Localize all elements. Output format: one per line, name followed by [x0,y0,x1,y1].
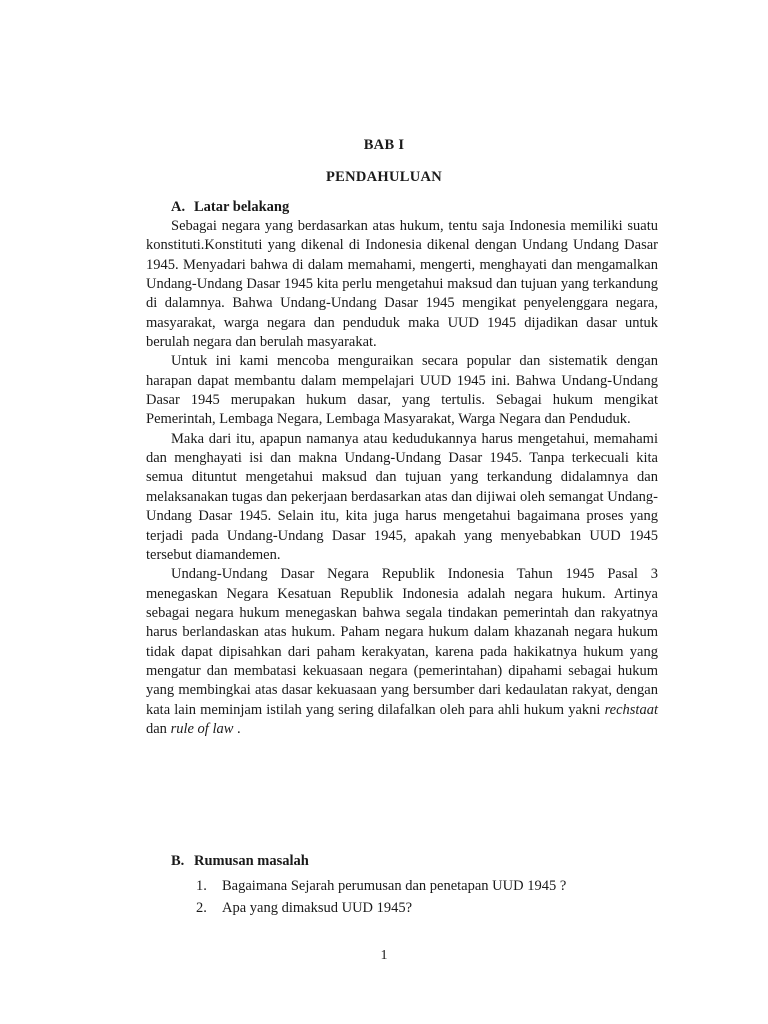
section-b-letter: B. [171,853,185,869]
paragraph: Sebagai negara yang berdasarkan atas hukum, tentu saja Indonesia memiliki suatu konstituti.Konstituti yang dikenal di Indonesia dikenal dengan Undang Undang Dasar 1945. Menyadari bahwa di dalam memahami, mengerti, menghayati dan mengamalkan Undang-Undang Dasar 1945 kita perlu mengetahui maksud dan tujuan yang terkandung di dalamnya. Bahwa Undang-Undang Dasar 1945 mengikat penyelenggara negara, masyarakat, warga negara dan penduduk maka UUD 1945 dijadikan dasar untuk berulah negara dan berulah masyarakat. [146,218,658,351]
list-number: 1. [196,878,207,894]
section-a-title: Latar belakang [194,199,290,215]
sentence-end: . [237,720,241,737]
section-a-heading [171,199,289,216]
paragraph [146,565,658,739]
list-text: Apa yang dimaksud UUD 1945? [222,900,413,916]
section-a-letter: A. [171,199,186,215]
section-b-title: Rumusan masalah [194,853,309,869]
page-number: 1 [380,948,388,963]
chapter-title: PENDAHULUAN [325,169,443,185]
paragraph: Maka dari itu, apapun namanya atau kedudukannya harus mengetahui, memahami dan menghayati isi dan makna Undang-Undang Dasar 1945. Tanpa terkecuali kita semua dituntut mengetahui maksud dan tujuan yang terkandung didalamnya dan melaksanakan tugas dan pekerjaan berdasarkan atas dan dijiwai oleh semangat Undang-Undang Dasar 1945. Selain itu, kita juga harus mengetahui bagaimana proses yang terjadi pada Undang-Undang Dasar 1945, apakah yang menyebabkan UUD 1945 tersebut diamandemen. [146,430,658,563]
list-item [196,875,566,897]
italic-term-rechstaat: rechstaat [604,701,658,718]
list-item [196,897,566,919]
problem-list [196,875,566,919]
list-number: 2. [196,900,207,916]
section-a-body [146,217,658,739]
chapter-number: BAB I [363,137,405,153]
section-b-heading [171,853,309,870]
connector-word: dan [146,720,167,737]
italic-term-rule-of-law: rule of law [170,720,234,737]
paragraph-text: Undang-Undang Dasar Negara Republik Indonesia Tahun 1945 Pasal 3 menegaskan Negara Kesatuan Republik Indonesia adalah negara hukum. Artinya sebagai negara hukum menegaskan bahwa segala tindakan pemerintah dan rakyatnya harus berlandaskan atas hukum. Paham negara hukum dalam khazanah negara hukum tidak dapat dipisahkan dari paham kerakyatan, karena pada hakikatnya hukum yang mengatur dan membatasi kekuasaan negara (pemerintahan) dipahami sebagai hukum yang membingkai atas dasar kekuasaan yang bersumber dari kedaulatan rakyat, dengan kata lain meminjam istilah yang sering dilafalkan oleh para ahli hukum yakni [146,566,658,718]
list-text: Bagaimana Sejarah perumusan dan penetapan UUD 1945 ? [222,878,567,894]
paragraph: Untuk ini kami mencoba menguraikan secara popular dan sistematik dengan harapan dapat membantu dalam mempelajari UUD 1945 ini. Bahwa Undang-Undang Dasar 1945 merupakan hukum dasar, yang tertulis. Sebagai hukum mengikat Pemerintah, Lembaga Negara, Lembaga Masyarakat, Warga Negara dan Penduduk. [146,353,658,428]
